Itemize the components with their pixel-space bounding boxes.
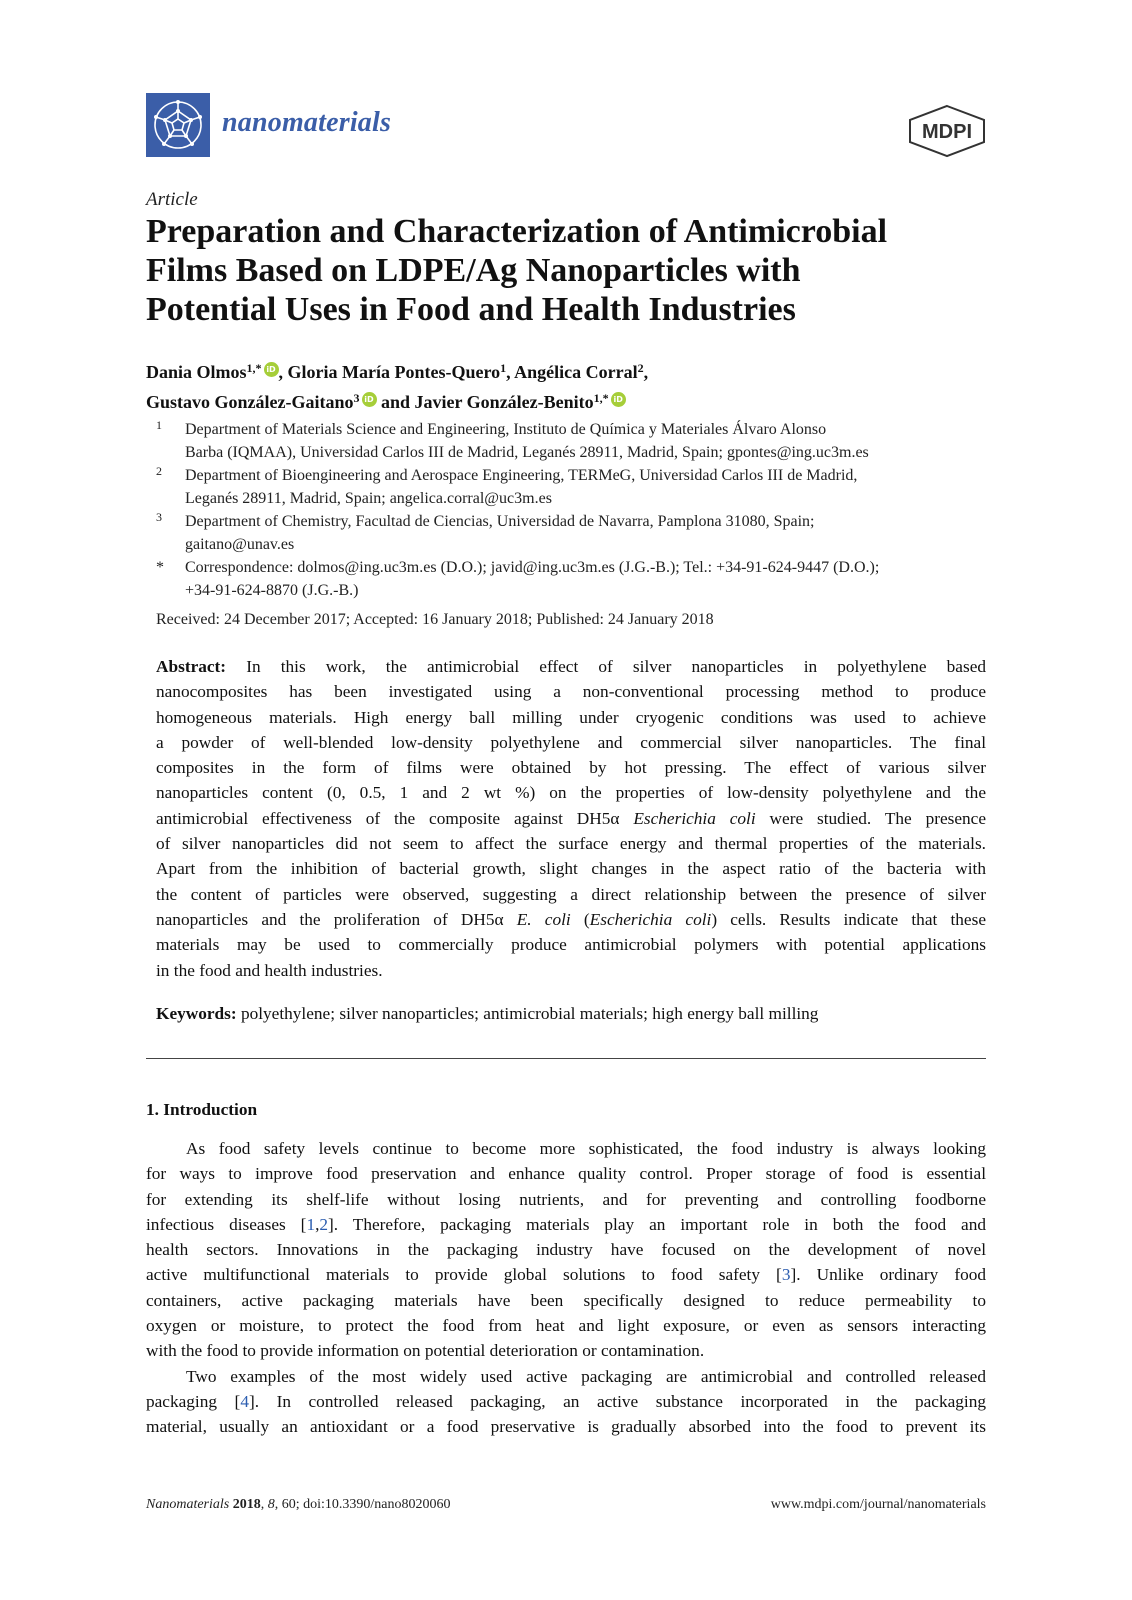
abstract-line: Apart from the inhibition of bacterial growth, slight changes in the aspect ratio of the bacteria with: [156, 859, 986, 879]
mdpi-hexagon-logo-icon: [906, 104, 988, 158]
footer-doi[interactable]: , 60; doi:10.3390/nano8020060: [274, 1497, 451, 1512]
body-line: Two examples of the most widely used active packaging are antimicrobial and controlled released: [186, 1366, 986, 1386]
abstract-line: nanoparticles content (0, 0.5, 1 and 2 wt %) on the properties of low-density polyethylene and the: [156, 783, 986, 803]
abstract-line: a powder of well-blended low-density polyethylene and commercial silver nanoparticles. The final: [156, 732, 986, 752]
abstract-line: [156, 907, 986, 932]
abstract-text: ) cells. Results indicate that these: [711, 909, 986, 929]
affiliation-item: [156, 510, 986, 556]
keywords-label: Keywords:: [156, 1004, 237, 1023]
author-line: [146, 385, 648, 415]
author-line: [146, 355, 648, 385]
author-sup: 1,*: [246, 361, 262, 375]
affiliation-line: Correspondence: dolmos@ing.uc3m.es (D.O.); javid@ing.uc3m.es (J.G.-B.); Tel.: +34-91-624-9447 (D.O.);: [185, 559, 880, 576]
abstract-line: materials may be used to commercially produce antimicrobial polymers with potential applications: [156, 935, 986, 955]
abstract-label: Abstract:: [156, 657, 227, 676]
citation-link[interactable]: 2: [319, 1214, 329, 1234]
affiliation-item: [156, 418, 986, 464]
body-line: [146, 1262, 986, 1287]
species-name: Escherichia coli: [633, 808, 756, 828]
article-title: [146, 212, 1046, 329]
body-line: oxygen or moisture, to protect the food from heat and light exposure, or even as sensors interacting: [146, 1316, 986, 1336]
footer-separator: ,: [260, 1497, 268, 1512]
article-type: Article: [146, 189, 198, 210]
body-line: containers, active packaging materials have been specifically designed to reduce permeability to: [146, 1290, 986, 1310]
body-text-run: ]. In controlled released packaging, an active substance incorporated in the packaging: [248, 1391, 986, 1411]
author-name[interactable]: and Javier González-Benito: [376, 392, 594, 412]
publication-dates: Received: 24 December 2017; Accepted: 16 January 2018; Published: 24 January 2018: [156, 611, 714, 628]
body-line: health sectors. Innovations in the packaging industry have focused on the development of novel: [146, 1240, 986, 1260]
abstract-line: the content of particles were observed, suggesting a direct relationship between the presence of silver: [156, 884, 986, 904]
keywords: [156, 1004, 818, 1024]
body-line: [146, 1389, 986, 1414]
affiliation-marker: *: [156, 559, 164, 576]
citation-link[interactable]: 4: [240, 1391, 249, 1411]
fullerene-logo-icon: [146, 93, 210, 157]
abstract-text: were studied. The presence: [755, 808, 987, 828]
abstract-line: nanocomposites has been investigated using a non-conventional processing method to produce: [156, 682, 986, 702]
author-name[interactable]: , Angélica Corral: [506, 362, 638, 382]
footer-journal: Nanomaterials: [146, 1497, 230, 1512]
author-sup: 2: [637, 361, 644, 375]
body-text-run: active multifunctional materials to provide global solutions to food safety [: [146, 1265, 782, 1285]
body-text: [146, 1136, 986, 1440]
orcid-icon[interactable]: iD: [264, 362, 279, 377]
citation-link[interactable]: 1: [306, 1214, 316, 1234]
author-name[interactable]: Gustavo González-Gaitano: [146, 392, 354, 412]
species-name: Escherichia coli: [589, 909, 712, 929]
title-line: Potential Uses in Food and Health Industries: [146, 291, 796, 328]
affiliation-line: Department of Chemistry, Facultad de Ciencias, Universidad de Navarra, Pamplona 31080, Spain;: [185, 513, 815, 530]
abstract-text: antimicrobial effectiveness of the composite against DH5α: [156, 808, 634, 828]
correspondence-item: [156, 556, 986, 602]
abstract-line: [156, 654, 986, 679]
section-divider: [146, 1058, 986, 1059]
affiliation-line: Leganés 28911, Madrid, Spain; angelica.corral@uc3m.es: [185, 490, 552, 507]
abstract: [156, 654, 986, 983]
author-sup: 3: [353, 391, 360, 405]
publisher-name: MDPI: [922, 121, 972, 143]
orcid-icon[interactable]: iD: [611, 392, 626, 407]
orcid-icon[interactable]: iD: [362, 392, 377, 407]
keywords-text: polyethylene; silver nanoparticles; antimicrobial materials; high energy ball milling: [236, 1004, 819, 1023]
citation-link[interactable]: 3: [781, 1265, 791, 1285]
body-line: for ways to improve food preservation and enhance quality control. Proper storage of food is essential: [146, 1164, 986, 1184]
body-text-run: ,: [315, 1214, 320, 1234]
abstract-line: of silver nanoparticles did not seem to affect the surface energy and thermal properties of the materials.: [156, 834, 986, 854]
author-name[interactable]: , Gloria María Pontes-Quero: [278, 362, 501, 382]
title-line: Films Based on LDPE/Ag Nanoparticles with: [146, 252, 801, 289]
footer-year: 2018: [232, 1497, 261, 1512]
footer-volume: 8: [267, 1497, 275, 1512]
affiliation-line: +34-91-624-8870 (J.G.-B.): [185, 582, 359, 599]
abstract-line: composites in the form of films were obtained by hot pressing. The effect of various silver: [156, 758, 986, 778]
abstract-text: nanoparticles and the proliferation of DH5α: [156, 909, 517, 929]
author-sup: 1,*: [593, 391, 609, 405]
affiliation-line: gaitano@unav.es: [185, 536, 295, 553]
author-name[interactable]: Dania Olmos: [146, 362, 247, 382]
body-line: As food safety levels continue to become more sophisticated, the food industry is always looking: [186, 1139, 986, 1158]
abstract-text: (: [570, 909, 590, 929]
affiliation-marker: 2: [156, 464, 162, 478]
affiliation-line: Department of Materials Science and Engineering, Instituto de Química y Materiales Álvaro Alonso: [185, 421, 827, 438]
species-name: E. coli: [516, 909, 571, 929]
footer-citation: [146, 1497, 451, 1513]
body-text-run: ]. Therefore, packaging materials play an important role in both the food and: [328, 1214, 987, 1234]
body-text-run: infectious diseases [: [146, 1214, 307, 1234]
author-sup: 1: [500, 361, 507, 375]
body-text-run: packaging [: [146, 1391, 241, 1411]
journal-name: nanomaterials: [222, 107, 392, 138]
abstract-line: [156, 806, 986, 831]
body-line: with the food to provide information on potential deterioration or contamination.: [146, 1341, 705, 1361]
author-separator: ,: [643, 362, 649, 382]
abstract-line: in the food and health industries.: [156, 960, 383, 980]
abstract-line: homogeneous materials. High energy ball milling under cryogenic conditions was used to achieve: [156, 707, 986, 727]
affiliation-item: [156, 464, 986, 510]
body-line: for extending its shelf-life without losing nutrients, and for preventing and controlling foodborne: [146, 1189, 986, 1209]
affiliation-line: Department of Bioengineering and Aerospace Engineering, TERMeG, Universidad Carlos III de Madrid,: [185, 467, 858, 484]
body-text-run: ]. Unlike ordinary food: [790, 1265, 986, 1285]
body-line: material, usually an antioxidant or a food preservative is gradually absorbed into the food to prevent its: [146, 1417, 986, 1437]
author-list: [146, 355, 648, 415]
affiliation-marker: 3: [156, 510, 162, 524]
affiliation-marker: 1: [156, 418, 162, 432]
footer-url[interactable]: www.mdpi.com/journal/nanomaterials: [770, 1497, 986, 1512]
affiliation-line: Barba (IQMAA), Universidad Carlos III de Madrid, Leganés 28911, Madrid, Spain; gpontes@ing.uc3m.es: [185, 444, 869, 461]
affiliations: [156, 418, 986, 602]
abstract-text: In this work, the antimicrobial effect of silver nanoparticles in polyethylene based: [226, 657, 986, 676]
section-heading: 1. Introduction: [146, 1100, 258, 1119]
title-line: Preparation and Characterization of Antimicrobial: [146, 213, 888, 250]
body-line: [146, 1212, 986, 1237]
